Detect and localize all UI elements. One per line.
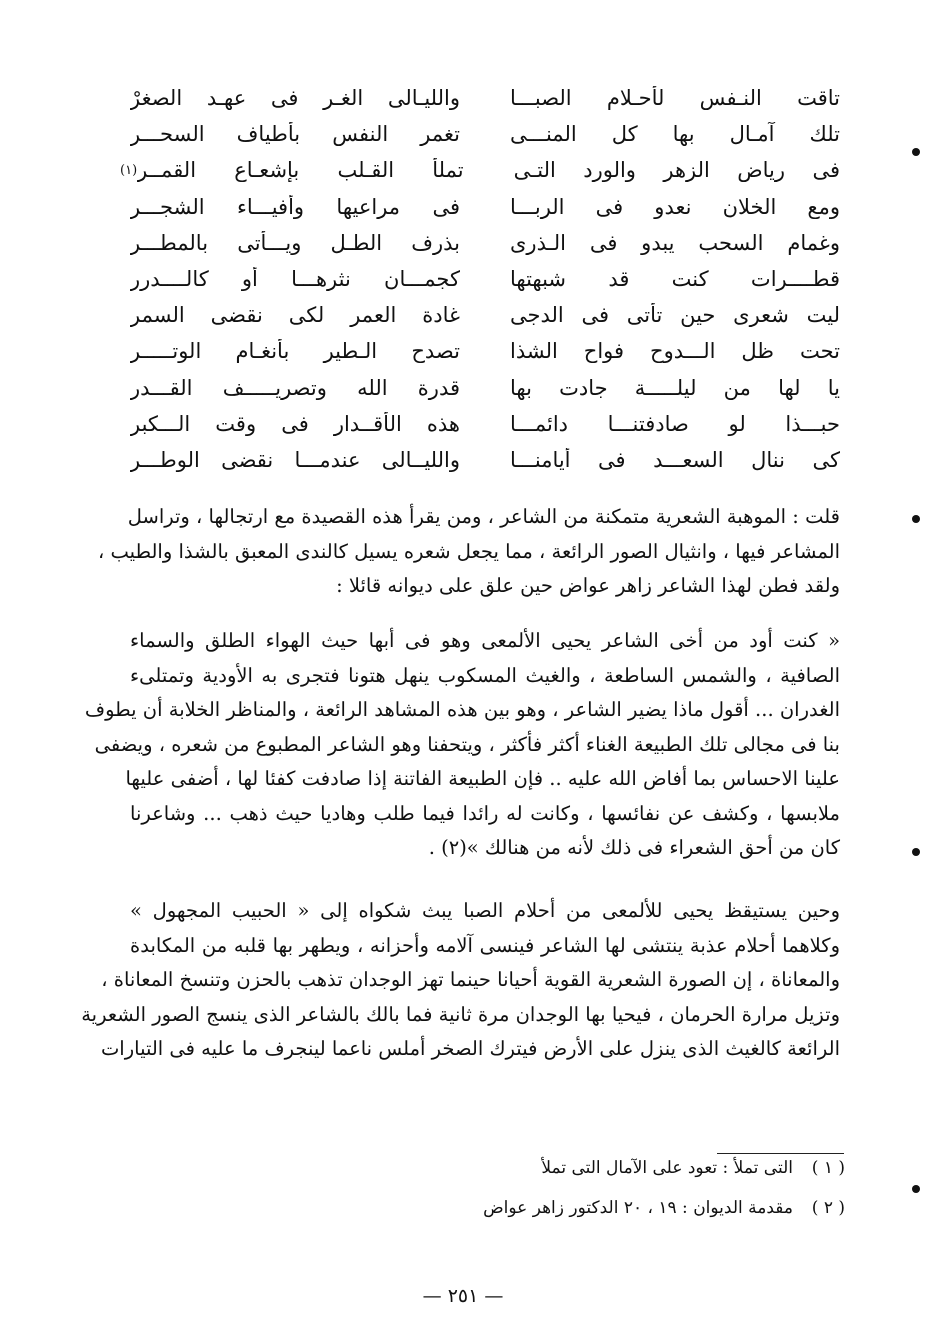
second-hemistich: هذه الأقــدار فى وقت الـــكبر (130, 411, 460, 436)
footnote-number: ( ١ ) (811, 1158, 845, 1178)
second-hemistich: بذرف الطـل ويـــأتى بالمطـــر (130, 230, 460, 255)
scan-mark (912, 515, 920, 523)
footnote-reference: (١) (120, 162, 138, 178)
footnote-text: مقدمة الديوان : ١٩ ، ٢٠ الدكتور زاهر عواض (483, 1198, 793, 1218)
text-line: قلت : الموهبة الشعرية متمكنة من الشاعر ، ومن يقرأ هذه القصيدة مع ارتجالها ، وتراسل (127, 505, 840, 528)
first-hemistich: تحت ظل الـــدوح فواح الشذا (510, 339, 840, 364)
text-line: الغدران ... أقول ماذا يضير الشاعر ، وهو بين هذه المشاهد الرائعة ، والمناظر الخلابة أن يطوف (84, 698, 840, 721)
second-hemistich: كجمـــان نثرهـــا أو كالــــدرر (130, 267, 460, 292)
second-hemistich: تغمر النفس بأطياف السحـــر (130, 122, 460, 147)
poem-verse (120, 406, 840, 442)
poem-verse (120, 261, 840, 297)
footnotes (300, 1148, 845, 1228)
footnote-2 (300, 1188, 845, 1228)
first-hemistich: فى رياض الزهر والورد التـى (513, 158, 840, 183)
first-hemistich: وغمام السحب يبدو فى الـذرى (510, 230, 840, 255)
first-hemistich: كى ننال السعـــد فى أيامنـــا (510, 447, 840, 472)
scan-mark (912, 148, 920, 156)
text-line: علينا الاحساس بما أفاض الله عليه .. فإن الطبيعة الفاتنة إذا صادفت كفئا لها ، أضفى عليها (125, 767, 840, 790)
text-line: الرائعة كالغيث الذى ينزل على الأرض فيترك الصخر أملس ناعما لينجرف ما عليه فى التيارات (100, 1037, 840, 1060)
first-hemistich: ليت شعرى حين تأتى فى الدجى (510, 303, 840, 328)
footnote-1 (300, 1148, 845, 1188)
first-hemistich: تاقت النـفس لأحـلام الصبـــا (510, 86, 840, 111)
footnote-text: التى تملأ : تعود على الآمال التى تملأ (541, 1158, 793, 1178)
second-hemistich: قدرة الله وتصريـــــف القـــدر (130, 375, 460, 400)
poem-verse (120, 189, 840, 225)
poem-verse (120, 442, 840, 478)
poem (120, 80, 840, 478)
scan-mark (912, 1185, 920, 1193)
footnote-number: ( ٢ ) (811, 1198, 845, 1218)
second-hemistich: والليــالى عندمـــا نقضى الوطـــر (130, 447, 460, 472)
text-line: الصافية ، والشمس الساطعة ، والغيث المسكوب ينهل هتونا فتجرى به الأودية وتمتلىء (130, 663, 840, 687)
paragraph-3 (81, 894, 840, 1067)
page-number: — ٢٥١ — (422, 1285, 504, 1307)
second-hemistich: تملأ القـلب بإشعـاع القمــر (137, 158, 464, 183)
paragraph-1 (97, 500, 840, 604)
scan-mark (912, 848, 920, 856)
text-line: المشاعر فيها ، وانثيال الصور الرائعة ، مما يجعل شعره يسيل كالندى المعبق بالشذا والطيب ، (97, 539, 840, 563)
text-line: وحين يستيقظ يحيى للألمعى من أحلام الصبا يبث شكواه إلى « الحبيب المجهول » (130, 899, 840, 922)
text-line: ملابسها ، وكشف عن نفائسها ، وكانت له رائدا فيما طلب وهاديا حيث ذهب ... وشاعرنا (130, 801, 840, 825)
second-hemistich: فى مراعيها وأفيـــاء الشجـــر (130, 194, 460, 219)
poem-verse (120, 116, 840, 152)
poem-verse (120, 225, 840, 261)
second-hemistich: غادة العمر لكى نقضى السمر (130, 303, 460, 328)
poem-verse (120, 370, 840, 406)
paragraph-2-quotation (84, 624, 840, 866)
first-hemistich: قطــــرات كنت قد شبهتها (510, 267, 840, 292)
poem-verse (120, 297, 840, 333)
text-line: كان من أحق الشعراء فى ذلك لأنه من هنالك »(٢) . (428, 836, 840, 859)
text-line: والمعاناة ، إن الصورة الشعرية القوية أحيانا حينما تهز الوجدان تذهب بالحزن وتنسخ المعاناة ، (101, 968, 840, 991)
text-line: وكلاهما أحلام عذبة ينتشى لها الشاعر فينسى آلامه وأحزانه ، ويطهر بها قلبه من المكابدة (130, 933, 840, 957)
text-line: ولقد فطن لهذا الشاعر زاهر عواض حين علق على ديوانه قائلا : (336, 574, 840, 597)
poem-verse (120, 333, 840, 369)
text-line: « كنت أود من أخى الشاعر يحيى الألمعى وهو فى أبها حيث الهواء الطلق والسماء (130, 629, 840, 652)
second-hemistich: تصدح الـطير بأنغـام الوتـــــر (130, 339, 460, 364)
poem-verse (120, 152, 840, 188)
second-hemistich: والليـالى الغـر فى عهـد الصغرْ (130, 86, 460, 111)
text-line: بنا فى مجالى تلك الطبيعة الغناء أكثر فأكثر ، ويتحفنا وهو الشاعر المطبوع من شعره ، ويضفى (94, 732, 840, 756)
first-hemistich: ومع الخلان نعدو فى الربـــا (510, 194, 840, 219)
first-hemistich: حبـــذا لو صادفتنـــا دائمـــا (510, 411, 840, 436)
poem-verse (120, 80, 840, 116)
first-hemistich: تلك آمـال بها كل المنـــى (510, 122, 840, 147)
first-hemistich: يا لها من ليلـــــة جادت بها (510, 375, 840, 400)
text-line: وتزيل مرارة الحرمان ، فيحيا بها الوجدان مرة ثانية فما بالك بالشاعر الذى ينسج الصور الشعرية (81, 1002, 840, 1026)
